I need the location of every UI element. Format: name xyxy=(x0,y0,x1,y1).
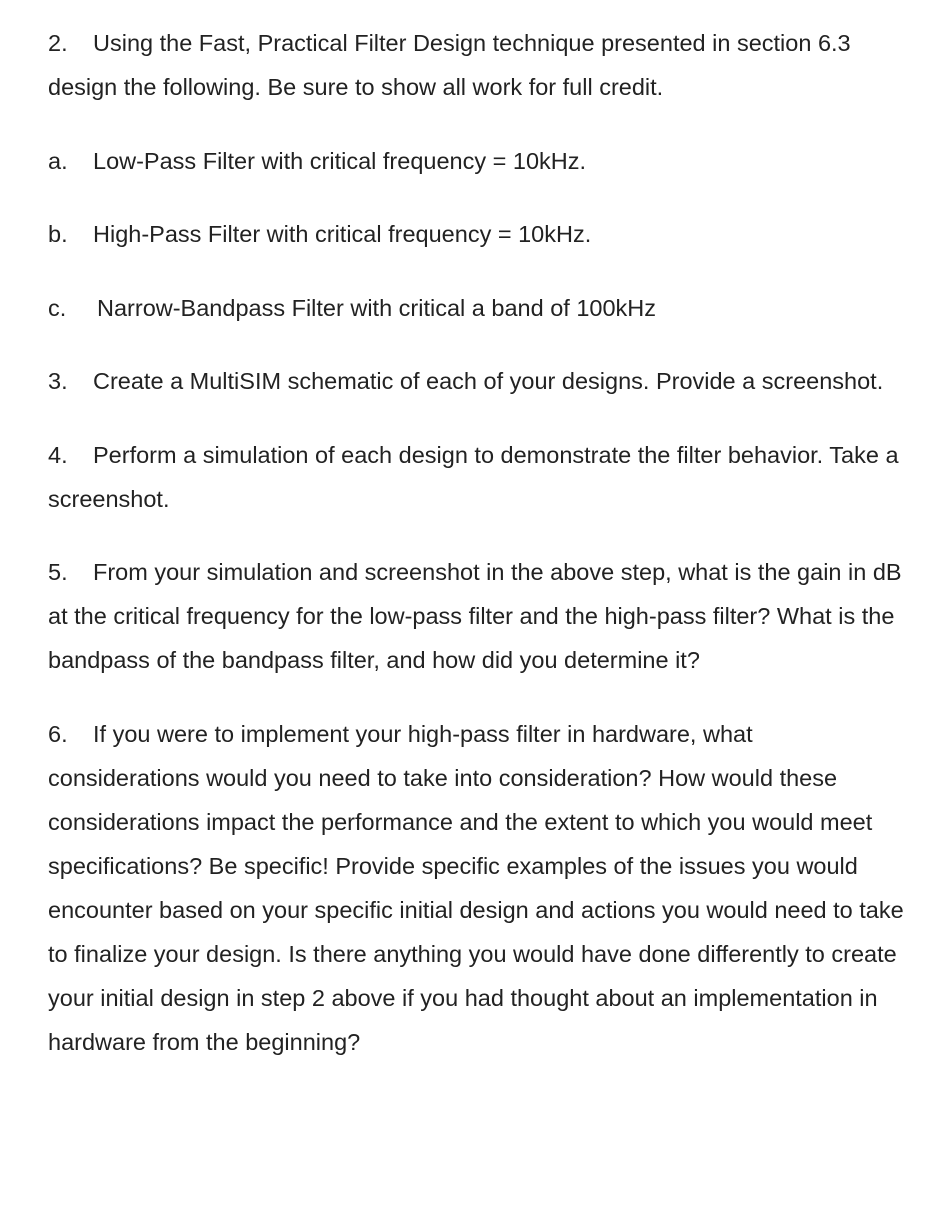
question-text: From your simulation and screenshot in the above step, what is the gain in dB at the critical frequency for the low-pass filter and the high-pass filter? What is the bandpass of the bandpass filter, and how did you determine it? xyxy=(48,559,902,673)
question-marker: 4. xyxy=(48,441,68,468)
assignment-document xyxy=(48,21,908,1064)
subitem-marker: a. xyxy=(48,147,68,174)
subitem-text: Low-Pass Filter with critical frequency = 10kHz. xyxy=(93,147,587,174)
subitem-text: High-Pass Filter with critical frequency = 10kHz. xyxy=(93,221,592,247)
subitem-b xyxy=(48,212,908,256)
question-3 xyxy=(48,359,908,403)
question-4 xyxy=(48,433,908,521)
question-5 xyxy=(48,550,908,682)
question-text: Create a MultiSIM schematic of each of your designs. Provide a screenshot. xyxy=(93,368,884,394)
subitem-marker: b. xyxy=(48,221,68,247)
question-text: If you were to implement your high-pass filter in hardware, what considerations would you need to take into consideration? How would these considerations impact the performance and the extent to which you would meet specifications? Be specific! Provide specific examples of the issues you would encounter based on your specific initial design and actions you would need to take to finalize your design. Is there anything you would have done differently to create your initial design in step 2 above if you had thought about an implementation in hardware from the beginning? xyxy=(48,720,904,1055)
question-text: Perform a simulation of each design to demonstrate the filter behavior. Take a screenshot. xyxy=(48,441,899,512)
question-marker: 5. xyxy=(48,559,68,585)
subitem-text: Narrow-Bandpass Filter with critical a band of 100kHz xyxy=(97,294,657,321)
subitem-a xyxy=(48,139,908,183)
subitem-marker: c. xyxy=(48,294,67,321)
question-marker: 2. xyxy=(48,30,68,56)
subitem-c xyxy=(48,286,908,330)
question-marker: 6. xyxy=(48,720,68,747)
question-6 xyxy=(48,712,908,1064)
question-text: Using the Fast, Practical Filter Design technique presented in section 6.3 design the following. Be sure to show all work for full credit. xyxy=(48,30,851,100)
question-marker: 3. xyxy=(48,368,68,394)
question-2 xyxy=(48,21,908,109)
